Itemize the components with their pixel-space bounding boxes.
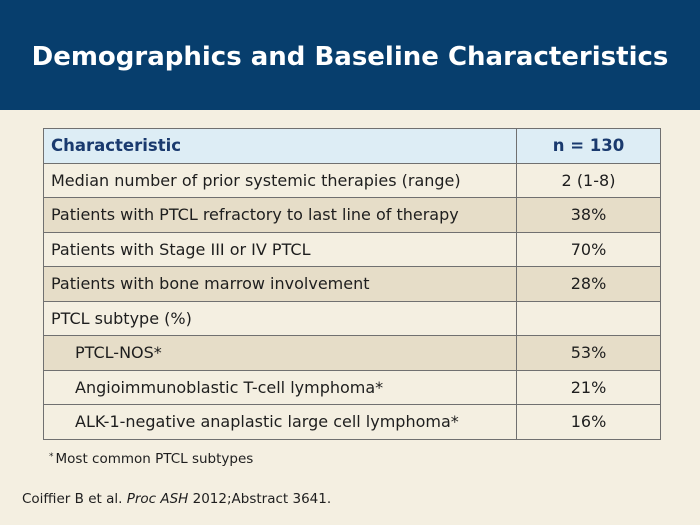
table-header-row: [44, 129, 661, 164]
row-label: Patients with PTCL refractory to last line of therapy: [44, 198, 517, 233]
row-label: ALK-1-negative anaplastic large cell lymphoma*: [44, 405, 517, 440]
citation-source: Proc ASH: [126, 491, 189, 507]
row-label: PTCL subtype (%): [44, 301, 517, 336]
row-value: 53%: [517, 336, 661, 371]
citation-authors: Coiffier B et al.: [22, 491, 123, 507]
header-n: n = 130: [517, 129, 661, 164]
title-bar: [0, 0, 700, 110]
table-row: [44, 198, 661, 233]
row-value: 2 (1-8): [517, 163, 661, 198]
row-value: 70%: [517, 232, 661, 267]
row-label: Median number of prior systemic therapies (range): [44, 163, 517, 198]
table-row: [44, 405, 661, 440]
table-row: [44, 370, 661, 405]
footnote-marker: *: [49, 452, 54, 462]
row-value: [517, 301, 661, 336]
row-label: Angioimmunoblastic T-cell lymphoma*: [44, 370, 517, 405]
citation: [22, 491, 331, 507]
row-value: 21%: [517, 370, 661, 405]
footnote-text: Most common PTCL subtypes: [55, 451, 254, 467]
table-row: [44, 301, 661, 336]
table-row: [44, 163, 661, 198]
row-label: Patients with Stage III or IV PTCL: [44, 232, 517, 267]
row-label: PTCL-NOS*: [44, 336, 517, 371]
row-value: 28%: [517, 267, 661, 302]
table-row: [44, 336, 661, 371]
row-value: 16%: [517, 405, 661, 440]
characteristics-table: [43, 128, 661, 440]
header-characteristic: Characteristic: [44, 129, 517, 164]
table-row: [44, 232, 661, 267]
slide-title: Demographics and Baseline Characteristics: [31, 42, 669, 72]
row-value: 38%: [517, 198, 661, 233]
table-row: [44, 267, 661, 302]
footnote: [49, 451, 253, 467]
citation-detail: 2012;Abstract 3641.: [192, 491, 332, 507]
row-label: Patients with bone marrow involvement: [44, 267, 517, 302]
